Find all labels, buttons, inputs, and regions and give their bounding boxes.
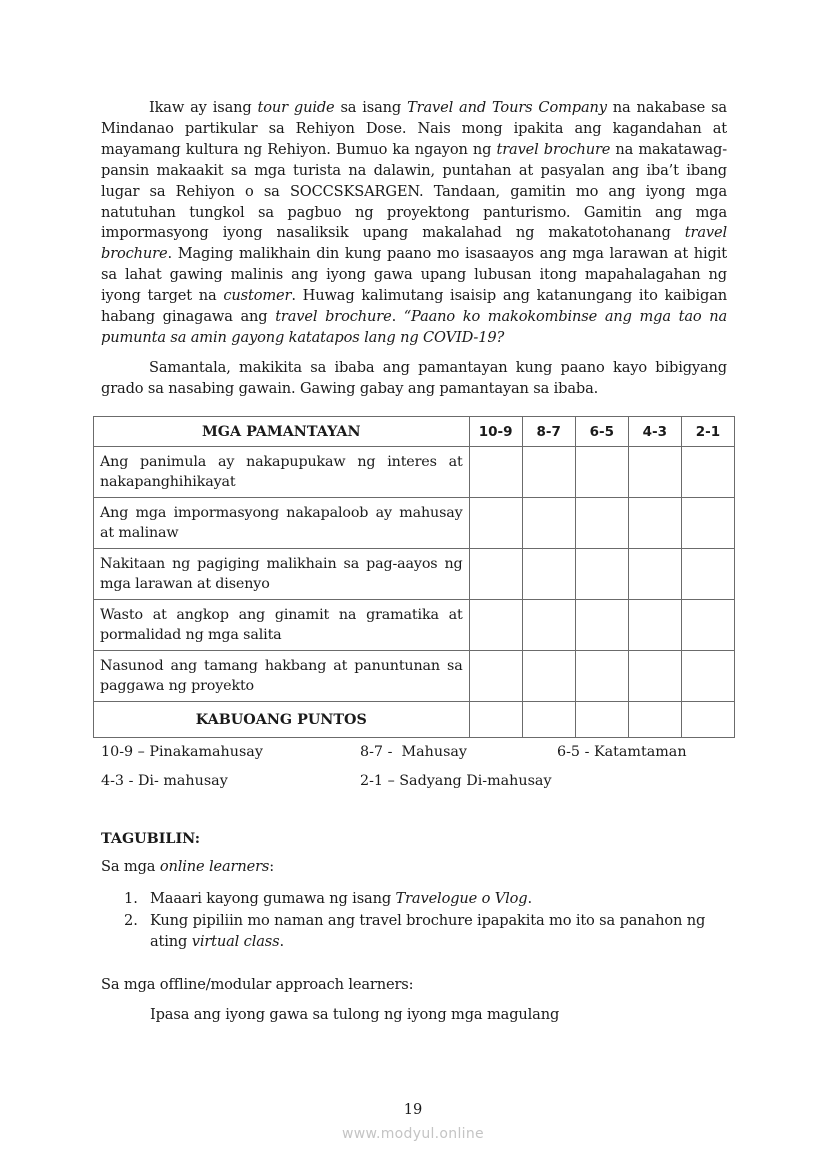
list-item: Kung pipiliin mo naman ang travel brochure ipapakita mo ito sa panahon ng bbox=[150, 912, 706, 929]
score-cell[interactable] bbox=[575, 549, 628, 600]
score-cell[interactable] bbox=[628, 651, 681, 702]
list-item bbox=[150, 890, 532, 907]
scale-legend-item: 6-5 - Katamtaman bbox=[557, 744, 687, 760]
paragraph-text: . Huwag kalimutang isaisip ang katanungang ito kaibigan habang ginagawa ang bbox=[101, 287, 727, 326]
scale-legend-item: 8-7 - Mahusay bbox=[360, 744, 468, 760]
total-score-cell[interactable] bbox=[681, 702, 734, 738]
criterion-cell: Nakitaan ng pagiging malikhain sa pag-aayos ng mga larawan at disenyo bbox=[94, 549, 470, 600]
criterion-cell: Nasunod ang tamang hakbang at panuntunan sa paggawa ng proyekto bbox=[94, 651, 470, 702]
item-emphasis: Travelogue o Vlog bbox=[395, 890, 528, 907]
offline-instruction: Ipasa ang iyong gawa sa tulong ng iyong mga magulang bbox=[150, 1006, 560, 1023]
label-emphasis: online learners bbox=[159, 858, 270, 875]
score-cell[interactable] bbox=[681, 651, 734, 702]
total-score-cell[interactable] bbox=[628, 702, 681, 738]
score-cell[interactable] bbox=[681, 498, 734, 549]
page-number: 19 bbox=[403, 1101, 423, 1118]
total-score-cell[interactable] bbox=[575, 702, 628, 738]
instructions-heading: TAGUBILIN: bbox=[101, 831, 200, 847]
score-header: 8-7 bbox=[522, 417, 575, 447]
rubric-row bbox=[94, 600, 735, 651]
paragraph-text: Ikaw ay isang bbox=[149, 99, 258, 116]
criterion-cell: Wasto at angkop ang ginamit na gramatika at pormalidad ng mga salita bbox=[94, 600, 470, 651]
criterion-cell: Ang mga impormasyong nakapaloob ay mahusay at malinaw bbox=[94, 498, 470, 549]
offline-learners-label: Sa mga offline/modular approach learners: bbox=[101, 976, 414, 993]
score-cell[interactable] bbox=[469, 651, 522, 702]
watermark: www.modyul.online bbox=[342, 1126, 484, 1142]
score-cell[interactable] bbox=[681, 549, 734, 600]
scale-legend-item: 2-1 – Sadyang Di-mahusay bbox=[360, 773, 552, 789]
total-label: KABUOANG PUNTOS bbox=[94, 702, 470, 738]
rubric-row bbox=[94, 549, 735, 600]
emphasis-text: customer bbox=[223, 287, 292, 305]
criteria-header: MGA PAMANTAYAN bbox=[94, 417, 470, 447]
score-cell[interactable] bbox=[522, 498, 575, 549]
score-cell[interactable] bbox=[522, 447, 575, 498]
emphasis-text: tour guide bbox=[257, 99, 335, 116]
paragraph-text: na nakabase sa Mindanao partikular sa Rehiyon Dose. Nais mong ipakita ang kagandahan at mayamang kultura ng Rehiyon. Bumuo ka ngayon ng bbox=[101, 99, 727, 158]
emphasis-text: travel brochure bbox=[496, 140, 611, 158]
list-number: 1. bbox=[124, 890, 138, 907]
score-cell[interactable] bbox=[522, 549, 575, 600]
score-cell[interactable] bbox=[575, 498, 628, 549]
score-cell[interactable] bbox=[522, 600, 575, 651]
score-cell[interactable] bbox=[575, 600, 628, 651]
label-text: Sa mga bbox=[101, 858, 160, 875]
rubric-row bbox=[94, 651, 735, 702]
item-emphasis: virtual class bbox=[191, 933, 280, 950]
paragraph-text: na makatawag-pansin makaakit sa mga turista na dalawin, puntahan at pasyalan ang iba’t ibang lugar sa Rehiyon o sa SOCCSKSARGEN. Tandaan, gamitin mo ang iyong mga natutuhan tungkol sa pagbuo ng proyektong panturismo. Gamitin ang mga impormasyong iyong nasaliksik upang makalahad ng makatotohanang bbox=[101, 140, 727, 242]
score-cell[interactable] bbox=[575, 447, 628, 498]
scale-legend-item: 4-3 - Di- mahusay bbox=[101, 773, 228, 789]
rubric-table bbox=[93, 416, 735, 738]
rubric-row bbox=[94, 498, 735, 549]
list-number: 2. bbox=[124, 912, 138, 929]
paragraph-text: . Maging malikhain din kung paano mo isasaayos ang mga larawan at higit sa lahat gawing malinis ang iyong gawa upang lubusan itong mapahalagahan ng iyong target na bbox=[101, 245, 727, 305]
score-cell[interactable] bbox=[469, 447, 522, 498]
criterion-cell: Ang panimula ay nakapupukaw ng interes at nakapanghihikayat bbox=[94, 447, 470, 498]
paragraph-text: . bbox=[391, 308, 404, 326]
item-text: ating bbox=[150, 933, 192, 950]
total-score-cell[interactable] bbox=[469, 702, 522, 738]
score-cell[interactable] bbox=[681, 600, 734, 651]
score-header: 2-1 bbox=[681, 417, 734, 447]
paragraph-text: sa isang bbox=[334, 99, 408, 116]
rubric-row bbox=[94, 447, 735, 498]
item-punct: . bbox=[527, 890, 532, 907]
emphasis-text: “Paano ko makokombinse ang mga tao na pumunta sa amin gayong katatapos lang ng COVID-19? bbox=[101, 308, 728, 346]
rubric-intro-paragraph: Samantala, makikita sa ibaba ang pamantayan kung paano kayo bibigyang grado sa nasabing gawain. Gawing gabay ang pamantayan sa ibaba. bbox=[101, 359, 727, 397]
emphasis-text: travel brochure bbox=[101, 224, 727, 263]
item-punct: . bbox=[279, 933, 284, 950]
score-cell[interactable] bbox=[628, 600, 681, 651]
emphasis-text: Travel and Tours Company bbox=[407, 99, 607, 116]
intro-paragraph bbox=[101, 98, 727, 349]
score-cell[interactable] bbox=[469, 549, 522, 600]
score-cell[interactable] bbox=[469, 498, 522, 549]
rubric-header-row bbox=[94, 417, 735, 447]
score-header: 10-9 bbox=[469, 417, 522, 447]
scale-legend-item: 10-9 – Pinakamahusay bbox=[101, 744, 263, 760]
list-item-continuation bbox=[150, 933, 284, 950]
score-cell[interactable] bbox=[628, 498, 681, 549]
label-colon: : bbox=[269, 858, 275, 875]
score-cell[interactable] bbox=[575, 651, 628, 702]
online-learners-label bbox=[101, 858, 274, 875]
item-text: Maaari kayong gumawa ng isang bbox=[150, 890, 396, 907]
score-cell[interactable] bbox=[628, 549, 681, 600]
score-cell[interactable] bbox=[522, 651, 575, 702]
total-score-cell[interactable] bbox=[522, 702, 575, 738]
score-cell[interactable] bbox=[681, 447, 734, 498]
score-cell[interactable] bbox=[628, 447, 681, 498]
score-cell[interactable] bbox=[469, 600, 522, 651]
rubric-total-row bbox=[94, 702, 735, 738]
score-header: 6-5 bbox=[575, 417, 628, 447]
score-header: 4-3 bbox=[628, 417, 681, 447]
emphasis-text: travel brochure bbox=[275, 308, 392, 326]
